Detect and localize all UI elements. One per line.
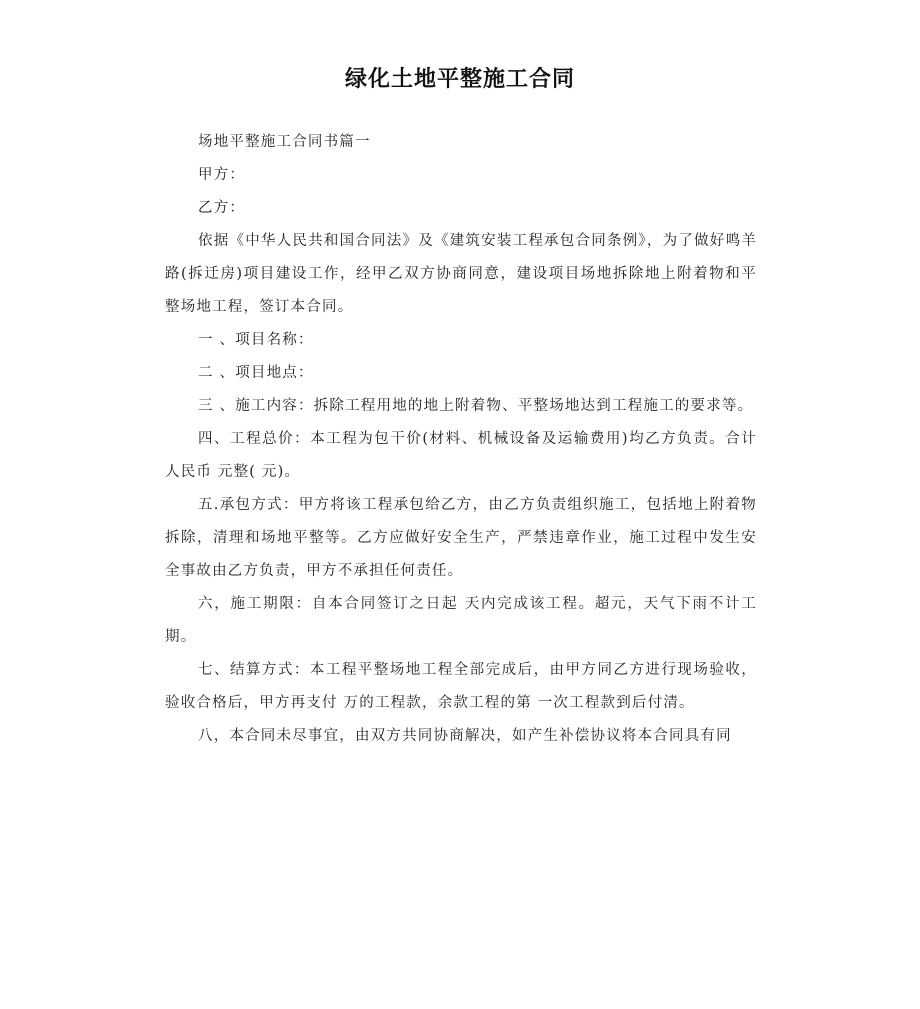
paragraph-item-8: 八，本合同未尽事宜，由双方共同协商解决，如产生补偿协议将本合同具有同 (198, 728, 732, 744)
paragraph-item-3: 三 、施工内容：拆除工程用地的地上附着物、平整场地达到工程施工的要求等。 (198, 398, 754, 414)
paragraph-item-4: 四、工程总价：本工程为包干价(材料、机械设备及运输费用)均乙方负责。合计人民币 元整( 元)。 (165, 431, 757, 480)
paragraph-item-2: 二 、项目地点： (198, 365, 314, 381)
paragraph-preamble: 依据《中华人民共和国合同法》及《建筑安装工程承包合同条例》，为了做好鸣羊路(拆迁房)项目建设工作，经甲乙双方协商同意，建设项目场地拆除地上附着物和平整场地工程，签订本合同。 (165, 233, 757, 315)
paragraph-subtitle: 场地平整施工合同书篇一 (198, 134, 371, 150)
paragraph-item-7: 七、结算方式：本工程平整场地工程全部完成后，由甲方同乙方进行现场验收，验收合格后，甲方再支付 万的工程款，余款工程的第 一次工程款到后付清。 (165, 662, 757, 711)
paragraph-item-6: 六，施工期限：自本合同签订之日起 天内完成该工程。超元，天气下雨不计工期。 (165, 596, 757, 645)
paragraph-party-a: 甲方： (198, 167, 246, 183)
paragraph-item-5: 五.承包方式：甲方将该工程承包给乙方，由乙方负责组织施工，包括地上附着物拆除，清理和场地平整等。乙方应做好安全生产，严禁违章作业，施工过程中发生安全事故由乙方负责，甲方不承担任何责任。 (165, 497, 757, 579)
document-body (165, 126, 757, 753)
paragraph-party-b: 乙方： (198, 200, 246, 216)
paragraph-item-1: 一 、项目名称： (198, 332, 314, 348)
document-title: 绿化土地平整施工合同 (344, 67, 575, 92)
